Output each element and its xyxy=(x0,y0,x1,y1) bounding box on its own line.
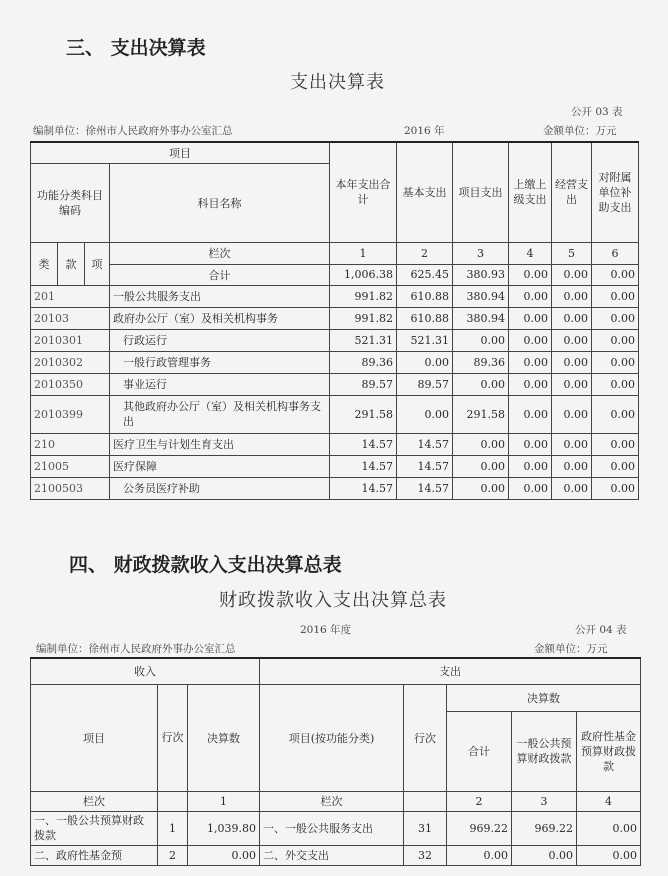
header-basic: 基本支出 xyxy=(397,142,453,242)
section3-heading: 三、 支出决算表 xyxy=(66,37,206,59)
row-name: 其他政府办公厅（室）及相关机构事务支出 xyxy=(110,395,330,433)
header-fund: 政府性基金预算财政拨款 xyxy=(577,711,641,791)
cell-value: 0.00 xyxy=(509,285,552,307)
header-name: 科目名称 xyxy=(110,163,330,242)
cell-value: 0.00 xyxy=(509,433,552,455)
cell-value: 0.00 xyxy=(592,477,639,499)
cell-value: 89.36 xyxy=(330,351,397,373)
row-name: 一般行政管理事务 xyxy=(110,351,330,373)
row-name: 公务员医疗补助 xyxy=(110,477,330,499)
cell-value: 14.57 xyxy=(397,455,453,477)
expense-sum: 969.22 xyxy=(447,811,512,845)
header-upper: 上缴上级支出 xyxy=(509,142,552,242)
cell-value: 0.00 xyxy=(592,395,639,433)
income-item: 二、政府性基金预 xyxy=(31,845,158,865)
header-income: 收入 xyxy=(31,658,260,684)
cell-value: 380.94 xyxy=(453,285,509,307)
col-number: 6 xyxy=(592,242,639,264)
section4-unit: 编制单位：徐州市人民政府外事办公室汇总 xyxy=(36,643,236,655)
income-amount: 1,039.80 xyxy=(188,811,260,845)
row-code: 210 xyxy=(31,433,110,455)
cell-value: 0.00 xyxy=(509,329,552,351)
table-row xyxy=(31,477,639,499)
cell-value: 0.00 xyxy=(552,373,592,395)
col-number: 1 xyxy=(330,242,397,264)
total-label: 合计 xyxy=(110,264,330,285)
row-code: 201 xyxy=(31,285,110,307)
header-sum: 合计 xyxy=(447,711,512,791)
cell-value: 0.00 xyxy=(592,329,639,351)
row-code: 2010399 xyxy=(31,395,110,433)
cell-value: 0.00 xyxy=(552,433,592,455)
row-name: 政府办公厅（室）及相关机构事务 xyxy=(110,307,330,329)
section4-currency: 金额单位：万元 xyxy=(534,643,608,655)
cell-value: 14.57 xyxy=(397,433,453,455)
col-number: 3 xyxy=(512,791,577,811)
row-code: 21005 xyxy=(31,455,110,477)
col-number: 4 xyxy=(509,242,552,264)
expense-fund: 0.00 xyxy=(577,845,641,865)
cell-value: 0.00 xyxy=(592,264,639,285)
cell-value: 0.00 xyxy=(453,455,509,477)
cell-value: 0.00 xyxy=(509,307,552,329)
total-row xyxy=(31,264,639,285)
cell-value: 521.31 xyxy=(330,329,397,351)
expense-line: 31 xyxy=(404,811,447,845)
cell-value: 14.57 xyxy=(330,433,397,455)
budget-summary-table xyxy=(30,657,641,866)
cell-value: 0.00 xyxy=(592,455,639,477)
cell-value: 291.58 xyxy=(330,395,397,433)
header-business: 经营支出 xyxy=(552,142,592,242)
cell-value: 0.00 xyxy=(509,351,552,373)
cell-value: 89.57 xyxy=(330,373,397,395)
cell-value: 14.57 xyxy=(397,477,453,499)
cell-value: 0.00 xyxy=(552,455,592,477)
row-name: 医疗卫生与计划生育支出 xyxy=(110,433,330,455)
table-row xyxy=(31,351,639,373)
section4-year: 2016 年度 xyxy=(300,624,352,636)
cell-value: 0.00 xyxy=(509,373,552,395)
expense-general: 969.22 xyxy=(512,811,577,845)
cell-value: 0.00 xyxy=(592,285,639,307)
expense-general: 0.00 xyxy=(512,845,577,865)
row-code: 2100503 xyxy=(31,477,110,499)
section3-title: 支出决算表 xyxy=(290,72,385,93)
cell-value: 0.00 xyxy=(509,395,552,433)
row-code: 2010302 xyxy=(31,351,110,373)
row-name: 行政运行 xyxy=(110,329,330,351)
table-row xyxy=(31,329,639,351)
header-kuan: 款 xyxy=(58,242,85,285)
col-number: 2 xyxy=(397,242,453,264)
header-item: 项目 xyxy=(31,684,158,791)
cell-value: 0.00 xyxy=(552,329,592,351)
income-line: 2 xyxy=(158,845,188,865)
cell-value: 0.00 xyxy=(592,307,639,329)
table-row xyxy=(31,845,641,865)
cell-value: 991.82 xyxy=(330,307,397,329)
header-subsidy: 对附属单位补助支出 xyxy=(592,142,639,242)
cell-value: 380.93 xyxy=(453,264,509,285)
header-lanci: 栏次 xyxy=(110,242,330,264)
cell-value: 0.00 xyxy=(592,373,639,395)
cell-value: 0.00 xyxy=(552,477,592,499)
cell-value: 291.58 xyxy=(453,395,509,433)
row-name: 医疗保障 xyxy=(110,455,330,477)
cell-value: 1,006.38 xyxy=(330,264,397,285)
header-total: 本年支出合计 xyxy=(330,142,397,242)
header-code: 功能分类科目编码 xyxy=(31,163,110,242)
header-item: 项目 xyxy=(31,142,330,163)
header-project: 项目支出 xyxy=(453,142,509,242)
col-number: 3 xyxy=(453,242,509,264)
expense-item: 二、外交支出 xyxy=(260,845,404,865)
table-row xyxy=(31,395,639,433)
table-row xyxy=(31,373,639,395)
cell-value: 14.57 xyxy=(330,455,397,477)
header-lei: 类 xyxy=(31,242,58,285)
header-exp-line: 行次 xyxy=(404,684,447,791)
cell-value: 610.88 xyxy=(397,307,453,329)
header-expense: 支出 xyxy=(260,658,641,684)
cell-value: 610.88 xyxy=(397,285,453,307)
cell-value: 0.00 xyxy=(509,455,552,477)
section4-title: 财政拨款收入支出决算总表 xyxy=(219,590,447,611)
cell-value: 0.00 xyxy=(552,395,592,433)
cell-value: 0.00 xyxy=(453,477,509,499)
expenditure-table xyxy=(30,141,639,500)
income-item: 一、一般公共预算财政拨款 xyxy=(31,811,158,845)
header-xiang: 项 xyxy=(85,242,110,285)
cell-value: 521.31 xyxy=(397,329,453,351)
section3-form-no: 公开 03 表 xyxy=(571,106,623,118)
cell-value: 991.82 xyxy=(330,285,397,307)
cell-value: 0.00 xyxy=(552,264,592,285)
header-amount: 决算数 xyxy=(188,684,260,791)
cell-value: 0.00 xyxy=(453,433,509,455)
col-number: 2 xyxy=(447,791,512,811)
row-name: 一般公共服务支出 xyxy=(110,285,330,307)
row-code: 2010301 xyxy=(31,329,110,351)
header-line: 行次 xyxy=(158,684,188,791)
table-row xyxy=(31,307,639,329)
col-number: 1 xyxy=(188,791,260,811)
col-number: 5 xyxy=(552,242,592,264)
section3-unit: 编制单位：徐州市人民政府外事办公室汇总 xyxy=(33,125,233,137)
expense-sum: 0.00 xyxy=(447,845,512,865)
section3-year: 2016 年 xyxy=(404,125,445,137)
empty-cell xyxy=(404,791,447,811)
section4-heading: 四、 财政拨款收入支出决算总表 xyxy=(69,554,342,576)
cell-value: 14.57 xyxy=(330,477,397,499)
expense-fund: 0.00 xyxy=(577,811,641,845)
cell-value: 89.36 xyxy=(453,351,509,373)
header-general: 一般公共预算财政拨款 xyxy=(512,711,577,791)
income-line: 1 xyxy=(158,811,188,845)
cell-value: 0.00 xyxy=(592,433,639,455)
cell-value: 0.00 xyxy=(552,307,592,329)
cell-value: 0.00 xyxy=(397,395,453,433)
expense-item: 一、一般公共服务支出 xyxy=(260,811,404,845)
expense-line: 32 xyxy=(404,845,447,865)
table-row xyxy=(31,455,639,477)
row-code: 20103 xyxy=(31,307,110,329)
row-name: 事业运行 xyxy=(110,373,330,395)
cell-value: 0.00 xyxy=(453,373,509,395)
table-row xyxy=(31,433,639,455)
cell-value: 0.00 xyxy=(453,329,509,351)
cell-value: 625.45 xyxy=(397,264,453,285)
cell-value: 0.00 xyxy=(552,285,592,307)
income-amount: 0.00 xyxy=(188,845,260,865)
section4-form-no: 公开 04 表 xyxy=(575,624,627,636)
table-row xyxy=(31,285,639,307)
cell-value: 0.00 xyxy=(397,351,453,373)
header-exp-item: 项目(按功能分类) xyxy=(260,684,404,791)
cell-value: 89.57 xyxy=(397,373,453,395)
header-lanci: 栏次 xyxy=(31,791,158,811)
cell-value: 0.00 xyxy=(509,264,552,285)
cell-value: 0.00 xyxy=(592,351,639,373)
cell-value: 380.94 xyxy=(453,307,509,329)
header-lanci-2: 栏次 xyxy=(260,791,404,811)
empty-cell xyxy=(158,791,188,811)
header-budget: 决算数 xyxy=(447,684,641,711)
section3-currency: 金额单位：万元 xyxy=(543,125,617,137)
cell-value: 0.00 xyxy=(509,477,552,499)
row-code: 2010350 xyxy=(31,373,110,395)
table-row xyxy=(31,811,641,845)
col-number: 4 xyxy=(577,791,641,811)
cell-value: 0.00 xyxy=(552,351,592,373)
